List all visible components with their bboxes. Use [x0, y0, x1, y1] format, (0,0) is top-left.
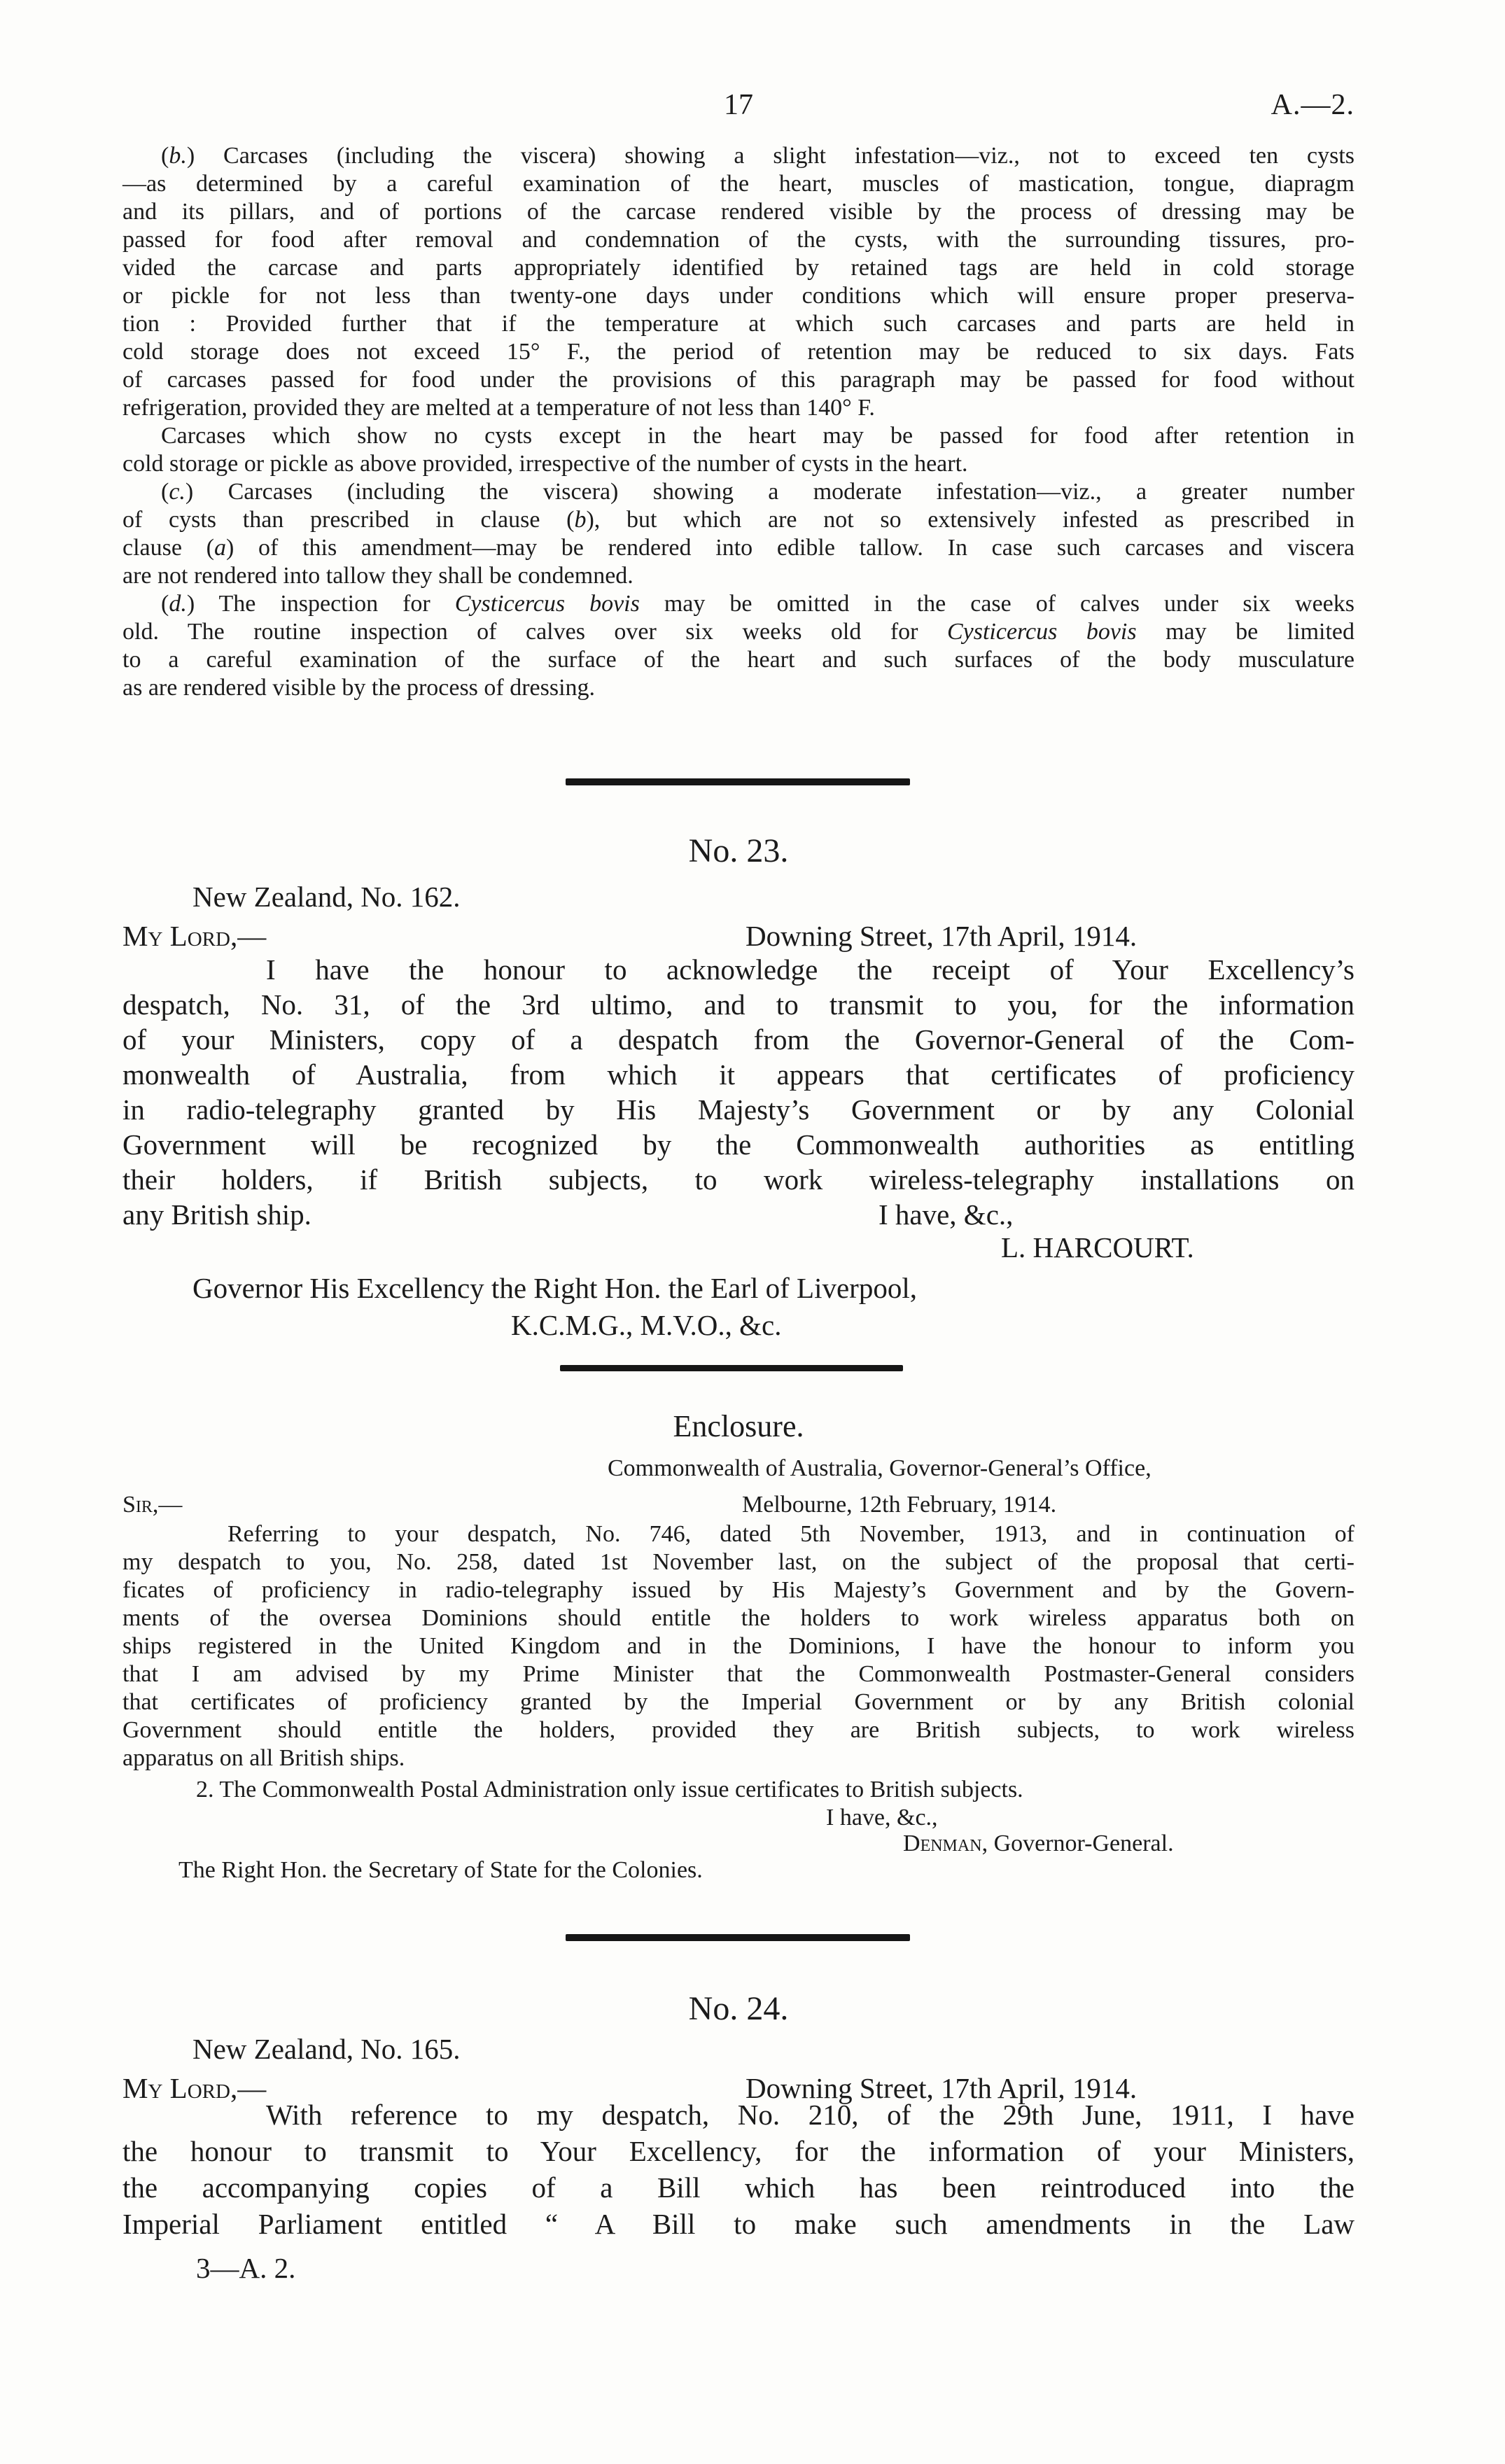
section-divider-3 — [566, 1934, 910, 1941]
text-line: With reference to my despatch, No. 210, of the 29th June, 1911, I have — [266, 2099, 1354, 2131]
text-line: the honour to transmit to Your Excellency, for the information of your Ministers, — [122, 2135, 1354, 2167]
despatch-no-23-heading: No. 23. — [688, 832, 789, 869]
text-line: in radio-telegraphy granted by His Majesty’s Government or by any Colonial — [122, 1093, 1354, 1126]
text-line: my despatch to you, No. 258, dated 1st November last, on the subject of the proposal that certi- — [122, 1549, 1354, 1575]
text-line — [122, 1197, 1354, 1232]
text-line: Government will be recognized by the Commonwealth authorities as entitling — [122, 1128, 1354, 1161]
text-span: I have, &c., — [826, 1805, 938, 1830]
text-line: of carcases passed for food under the provisions of this paragraph may be passed for food without — [122, 367, 1354, 393]
text-line: tion : Provided further that if the temperature at which such carcases and parts are held in — [122, 311, 1354, 337]
text-line: despatch, No. 31, of the 3rd ultimo, and to transmit to you, for the information — [122, 988, 1354, 1021]
text-line: refrigeration, provided they are melted at a temperature of not less than 140° F. — [122, 395, 875, 421]
section-divider-1 — [566, 778, 910, 785]
despatch-no-24-body — [122, 2096, 1354, 2242]
text-line: clause (a) of this amendment—may be rendered into edible tallow. In case such carcases and viscera — [122, 535, 1354, 561]
text-line: ments of the oversea Dominions should entitle the holders to work wireless apparatus both on — [122, 1605, 1354, 1631]
text-line: vided the carcase and parts appropriately identified by retained tags are held in cold storage — [122, 255, 1354, 281]
text-line: ships registered in the United Kingdom and in the Dominions, I have the honour to inform you — [122, 1633, 1354, 1659]
text-line: old. The routine inspection of calves over six weeks old for Cysticercus bovis may be limited — [122, 619, 1355, 645]
text-span: Melbourne, 12th February, 1914. — [742, 1492, 1057, 1518]
text-line: Imperial Parliament entitled “ A Bill to make such amendments in the Law — [122, 2208, 1354, 2240]
text-line: that certificates of proficiency granted by the Imperial Government or by any British colonial — [122, 1689, 1354, 1715]
page-header — [122, 88, 1354, 123]
text-line: are not rendered into tallow they shall be condemned. — [122, 563, 634, 589]
text-span: L. HARCOURT. — [1001, 1231, 1194, 1264]
text-line: and its pillars, and of portions of the carcase rendered visible by the process of dressing may be — [122, 199, 1354, 225]
page-number: 17 — [724, 89, 753, 121]
text-line: monwealth of Australia, from which it appears that certificates of proficiency — [122, 1058, 1354, 1091]
text-line: cold storage does not exceed 15° F., the period of retention may be reduced to six days. Fats — [122, 339, 1354, 365]
text-line: as are rendered visible by the process of dressing. — [122, 675, 596, 701]
text-line: (d.) The inspection for Cysticercus bovis may be omitted in the case of calves under six weeks — [161, 591, 1354, 617]
enclosure-heading: Enclosure. — [673, 1409, 804, 1443]
text-span: The Right Hon. the Secretary of State for the Colonies. — [178, 1857, 703, 1883]
text-span: Sir,— — [122, 1492, 183, 1518]
paper-reference: A.—2. — [1270, 89, 1354, 121]
text-line: I have the honour to acknowledge the receipt of Your Excellency’s — [266, 953, 1354, 986]
text-span: 3—A. 2. — [196, 2252, 296, 2284]
text-span: My Lord,— — [122, 920, 267, 952]
text-line: Government should entitle the holders, provided they are British subjects, to work wireless — [122, 1717, 1354, 1743]
text-line: (c.) Carcases (including the viscera) showing a moderate infestation—viz., a greater number — [161, 479, 1354, 505]
text-span: Governor His Excellency the Right Hon. the Earl of Liverpool, — [192, 1272, 917, 1304]
text-span: New Zealand, No. 165. — [192, 2033, 461, 2065]
text-span: I have, &c., — [878, 1198, 1014, 1231]
text-line: of cysts than prescribed in clause (b), but which are not so extensively infested as prescribed in — [122, 507, 1354, 533]
text-span: New Zealand, No. 162. — [192, 881, 461, 913]
enclosure-body — [122, 1520, 1354, 1772]
text-line: apparatus on all British ships. — [122, 1745, 405, 1771]
text-span: Denman, Governor-General. — [903, 1830, 1174, 1856]
text-span: K.C.M.G., M.V.O., &c. — [511, 1309, 782, 1341]
despatch-no-23-body — [122, 952, 1354, 1232]
amendment-clauses — [122, 142, 1354, 702]
text-line: Carcases which show no cysts except in the heart may be passed for food after retention in — [161, 423, 1354, 449]
text-span: My Lord,— — [122, 2072, 267, 2104]
text-span: Downing Street, 17th April, 1914. — [746, 2072, 1138, 2104]
text-line: their holders, if British subjects, to work wireless-telegraphy installations on — [122, 1163, 1354, 1196]
text-span: 2. The Commonwealth Postal Administration only issue certificates to British subjects. — [196, 1777, 1023, 1802]
text-line: —as determined by a careful examination of the heart, muscles of mastication, tongue, diapragm — [122, 171, 1354, 197]
text-line: or pickle for not less than twenty-one days under conditions which will ensure proper preserva- — [122, 283, 1354, 309]
text-span: Downing Street, 17th April, 1914. — [746, 920, 1138, 952]
text-line: passed for food after removal and condemnation of the cysts, with the surrounding tissures, pro- — [122, 227, 1354, 253]
text-line: cold storage or pickle as above provided, irrespective of the number of cysts in the heart. — [122, 451, 968, 477]
text-line: the accompanying copies of a Bill which has been reintroduced into the — [122, 2171, 1354, 2204]
text-line: ficates of proficiency in radio-telegraphy issued by His Majesty’s Government and by the Govern- — [122, 1577, 1354, 1603]
text-line: to a careful examination of the surface of the heart and such surfaces of the body musculature — [122, 647, 1354, 673]
despatch-no-24-heading: No. 24. — [688, 1990, 789, 2027]
text-line: of your Ministers, copy of a despatch from the Governor-General of the Com- — [122, 1023, 1354, 1056]
text-line: that I am advised by my Prime Minister that the Commonwealth Postmaster-General considers — [122, 1661, 1354, 1687]
text-line: Referring to your despatch, No. 746, dated 5th November, 1913, and in continuation of — [227, 1521, 1354, 1547]
text-span: Commonwealth of Australia, Governor-General’s Office, — [608, 1455, 1152, 1481]
text-line: (b.) Carcases (including the viscera) showing a slight infestation—viz., not to exceed ten cysts — [161, 143, 1354, 169]
text-span: any British ship. — [122, 1198, 312, 1231]
section-divider-2 — [560, 1365, 903, 1371]
